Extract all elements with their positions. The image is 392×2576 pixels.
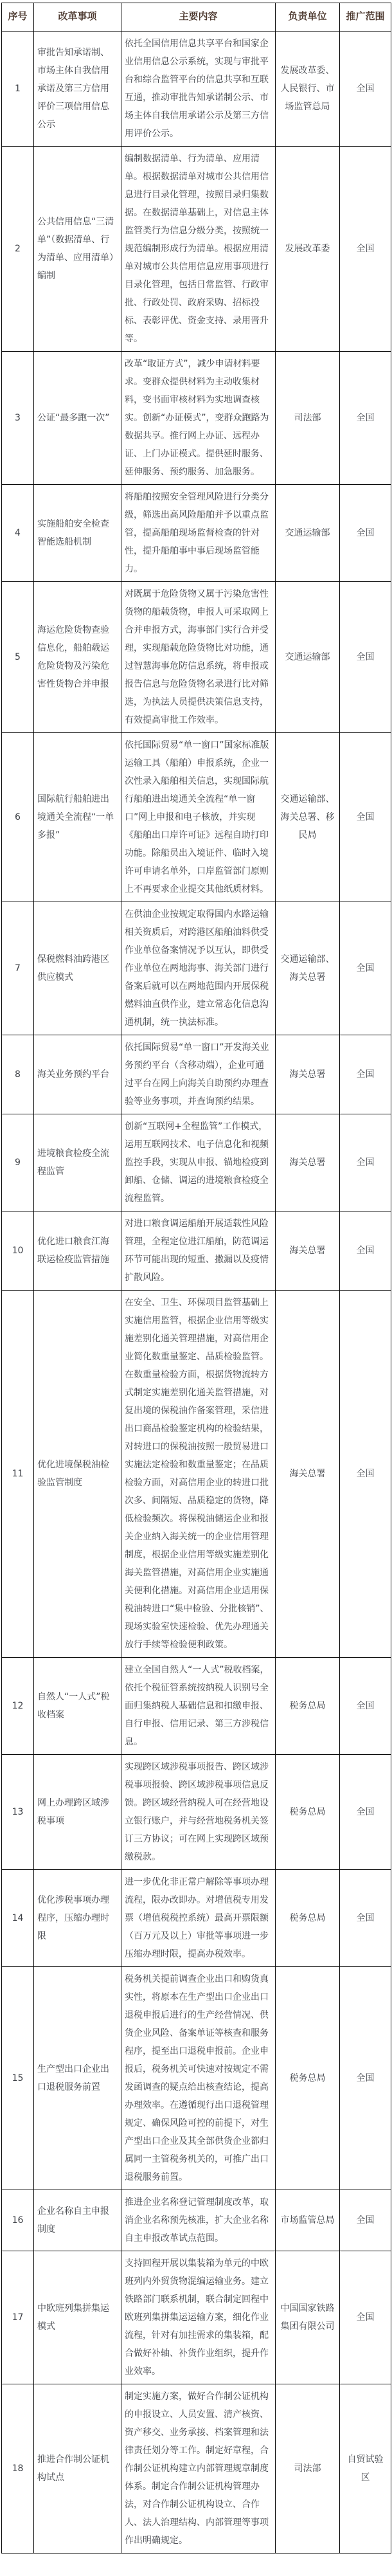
table-row (2, 902, 391, 1035)
main-content-cell: 依托国际贸易“单一窗口”开发海关业务预约平台（含移动端），企业可通过平台在网上向海关自助预约办理查验等业务事项，并查询预约结果。 (121, 1035, 276, 1114)
responsible-unit-cell: 税务总局 (276, 1658, 340, 1755)
reform-item-cell: 审批告知承诺制、市场主体自我信用承诺及第三方信用评价三项信用信息公示 (34, 32, 121, 147)
responsible-unit-cell: 交通运输部、海关总署 (276, 902, 340, 1035)
row-number-cell: 6 (2, 733, 34, 902)
table-row (2, 1967, 391, 2190)
column-header-scope: 推广范围 (340, 3, 391, 32)
main-content-cell: 对进口粮食调运船舶开展适载性风险管理，全程定位进江船舶，防范调运环节可能出现的短重、撒漏以及疫情扩散风险。 (121, 1211, 276, 1291)
responsible-unit-cell: 司法部 (276, 352, 340, 485)
column-header-number: 序号 (2, 3, 34, 32)
responsible-unit-cell: 中国国家铁路集团有限公司 (276, 2251, 340, 2384)
scope-cell: 全国 (340, 1870, 391, 1967)
table-header-row (2, 3, 391, 32)
main-content-cell: 推进企业名称登记管理制度改革，取消企业名称预先核准，扩大企业名称自主申报改革试点范围。 (121, 2190, 276, 2251)
row-number-cell: 9 (2, 1114, 34, 1211)
row-number-cell: 1 (2, 32, 34, 147)
main-content-cell: 依托全国信用信息共享平台和国家企业信用信息公示系统，实现与审批平台和综合监管平台的信息共享和互联互通，推动审批告知承诺制公示、市场主体自我信用承诺公示及第三方信用评价公示。 (121, 32, 276, 147)
reform-item-cell: 优化进口粮食江海联运检疫监管措施 (34, 1211, 121, 1291)
reform-item-cell: 中欧班列集拼集运模式 (34, 2251, 121, 2384)
scope-cell: 全国 (340, 582, 391, 733)
column-header-responsible-unit: 负责单位 (276, 3, 340, 32)
main-content-cell: 制定实施方案，做好合作制公证机构的申报设立、人员安置、清产核资、资产移交、业务承接、档案管理和法律责任划分等工作。制定好章程，合作制公证机构建立内部管理规章制度体系。制定合作制公证机构管理办法，对合作制公证机构设立、合作人、法人治理结构、内部管理等事项作出明确规定。 (121, 2384, 276, 2553)
main-content-cell: 支持回程开展以集装箱为单元的中欧班列内外贸货物混编运输业务。建立铁路部门联系机制，联合制定回程中欧班列集拼集运运输方案，细化作业流程，针对有加挂需求的集装箱，配合做好补轴、补货作业组织，提升作业效率。 (121, 2251, 276, 2384)
table-row (2, 2251, 391, 2384)
reform-item-cell: 进境粮食检疫全流程监管 (34, 1114, 121, 1211)
scope-cell: 全国 (340, 1035, 391, 1114)
reform-item-cell: 海运危险货物查验信息化，船舶载运危险货物及污染危害性货物合并申报 (34, 582, 121, 733)
main-content-cell: 依托国际贸易“单一窗口”国家标准版运输工具（船舶）申报系统，企业一次性录入船舶相关信息，实现国际航行船舶进出境通关全流程“单一窗口”网上申报和电子核放，并实现《船舶出口岸许可证》远程自助打印功能。除船员出入境证件、临时入境许可申请名单外，口岸监管部门原则上不再要求企业提交其他纸质材料。 (121, 733, 276, 902)
reform-item-cell: 网上办理跨区域涉税事项 (34, 1755, 121, 1870)
scope-cell: 全国 (340, 1658, 391, 1755)
responsible-unit-cell: 发展改革委 (276, 147, 340, 352)
row-number-cell: 12 (2, 1658, 34, 1755)
table-row (2, 1755, 391, 1870)
scope-cell: 全国 (340, 733, 391, 902)
reform-item-cell: 自然人“一人式”税收档案 (34, 1658, 121, 1755)
table-row (2, 32, 391, 147)
table-row (2, 1114, 391, 1211)
main-content-cell: 对既属于危险货物又属于污染危害性货物的船载货物，申报人可采取网上合并申报方式，海事部门实行合并受理，实现船载危险货物比对功能，通过智慧海事危防信息系统，将申报或报告信息与危险货物名录进行比对筛选，为执法人员提供决策信息支持，有效提高审批工作效率。 (121, 582, 276, 733)
main-content-cell: 创新“互联网+全程监管”工作模式，运用互联网技术、电子信息化和视频监控手段，实现从申报、锚地检疫到卸船、仓储、调运的进境粮食检疫全流程监管。 (121, 1114, 276, 1211)
scope-cell: 全国 (340, 1291, 391, 1658)
main-content-cell: 进一步优化非正常户解除等事项办理流程，限办改即办。对增值税专用发票（增值税税控系统）最高开票限额（百万元及以上）审批等事项进一步压缩办理时限，提高办税效率。 (121, 1870, 276, 1967)
row-number-cell: 14 (2, 1870, 34, 1967)
reform-item-cell: 优化进境保税油检验监管制度 (34, 1291, 121, 1658)
scope-cell: 全国 (340, 1967, 391, 2190)
main-content-cell: 建立全国自然人“一人式”税收档案，依托个税征管系统按纳税人识别号全面归集纳税人基础信息和扣缴申报、自行申报、信用记录、第三方涉税信息。 (121, 1658, 276, 1755)
row-number-cell: 13 (2, 1755, 34, 1870)
reform-item-cell: 公共信用信息“三清单”（数据清单、行为清单、应用清单）编制 (34, 147, 121, 352)
responsible-unit-cell: 海关总署 (276, 1114, 340, 1211)
scope-cell: 全国 (340, 2190, 391, 2251)
row-number-cell: 7 (2, 902, 34, 1035)
main-content-cell: 编制数据清单、行为清单、应用清单。根据数据清单对城市公共信用信息进行目录化管理，按照目录归集数据。在数据清单基础上，对信息主体监管类行为信息分级分类，按照统一规范编制形成行为清单。根据应用清单对城市公共信用信息应用事项进行目录化管理，包括日常监管、行政审批、行政处罚、政府采购、招标投标、表彰评优、资金支持、录用晋升等。 (121, 147, 276, 352)
scope-cell: 全国 (340, 2251, 391, 2384)
row-number-cell: 18 (2, 2384, 34, 2553)
scope-cell: 全国 (340, 1755, 391, 1870)
responsible-unit-cell: 交通运输部、海关总署、移民局 (276, 733, 340, 902)
responsible-unit-cell: 海关总署 (276, 1291, 340, 1658)
row-number-cell: 16 (2, 2190, 34, 2251)
table-row (2, 2384, 391, 2553)
table-row (2, 1870, 391, 1967)
scope-cell: 全国 (340, 352, 391, 485)
reform-item-cell: 推进合作制公证机构试点 (34, 2384, 121, 2553)
table-row (2, 1035, 391, 1114)
row-number-cell: 11 (2, 1291, 34, 1658)
reform-item-cell: 优化涉税事项办理程序，压缩办理时限 (34, 1870, 121, 1967)
responsible-unit-cell: 税务总局 (276, 1870, 340, 1967)
reform-item-cell: 公证“最多跑一次” (34, 352, 121, 485)
row-number-cell: 17 (2, 2251, 34, 2384)
scope-cell: 自贸试验区 (340, 2384, 391, 2553)
reform-item-cell: 实施船舶安全检查智能选船机制 (34, 485, 121, 582)
table-row (2, 733, 391, 902)
row-number-cell: 8 (2, 1035, 34, 1114)
main-content-cell: 在安全、卫生、环保项目监管基础上实施信用监管，根据企业信用等级实施差别化通关管理措施，对高信用企业简化数重量鉴定、品质检验监管。在数重量检验方面，根据货物流转方式制定实施差别化通关监管措施，对复出境的保税油作备案管理，采信进出口商品检验鉴定机构的检验结果，对转进口的保税油按照一般贸易进口实施法定检验和数重量鉴定；在品质检验方面，对高信用企业的转进口批次多、间隔短、品质稳定的货物，降低检验频次。将保税油储运企业和报关企业纳入海关统一的企业信用管理制度，根据企业信用等级实施差别化海关监管措施，对高信用企业实施通关便利化措施。对高信用企业适用保税油转进口“集中检验、分批核销”、现场实验室快速检验、优先办理通关放行手续等检验便利政策。 (121, 1291, 276, 1658)
table-row (2, 352, 391, 485)
main-content-cell: 实现跨区域涉税事项报告、跨区域涉税事项报验、跨区域涉税事项信息反馈。跨区域经营纳税人可在经营地设立银行账户，并与经营地税务机关签订三方协议；可在网上实现跨区域预缴税款。 (121, 1755, 276, 1870)
row-number-cell: 10 (2, 1211, 34, 1291)
responsible-unit-cell: 市场监管总局 (276, 2190, 340, 2251)
column-header-reform-item: 改革事项 (34, 3, 121, 32)
scope-cell: 全国 (340, 902, 391, 1035)
reform-items-table (1, 3, 391, 2553)
table-row (2, 147, 391, 352)
main-content-cell: 将船舶按照安全管理风险进行分类分级，筛选出高风险船舶并予以重点监管，提高船舶现场监督检查的针对性，提升船舶事中事后现场监管能力。 (121, 485, 276, 582)
reform-item-cell: 企业名称自主申报制度 (34, 2190, 121, 2251)
main-content-cell: 在供油企业按规定取得国内水路运输相关资质后，对跨港区船舶油料供受作业单位备案情况予以互认，即供受作业单位在两地海事、海关部门进行备案后就可以在两地范围内开展保税燃料油直供作业，建立常态化信息沟通机制，统一执法标准。 (121, 902, 276, 1035)
row-number-cell: 15 (2, 1967, 34, 2190)
row-number-cell: 2 (2, 147, 34, 352)
main-content-cell: 税务机关提前调查企业出口和购货真实性，将原本在生产型出口企业出口退税申报后进行的生产经营情况、供货企业风险、备案单证等核查和服务程序，提至出口退税申报前。企业申报后，税务机关可快速对按规定不需发函调查的疑点给出核查结论，提高办理效率。在遵循现行出口退税管理规定、确保风险可控的前提下，对生产型出口企业及其全部供货企业都归属同一主管税务机关的，可推广出口退税服务前置。 (121, 1967, 276, 2190)
reform-item-cell: 国际航行船舶进出境通关全流程“一单多报” (34, 733, 121, 902)
responsible-unit-cell: 税务总局 (276, 1967, 340, 2190)
responsible-unit-cell: 发展改革委、人民银行、市场监管总局 (276, 32, 340, 147)
table-row (2, 1211, 391, 1291)
scope-cell: 全国 (340, 1211, 391, 1291)
reform-item-cell: 保税燃料油跨港区供应模式 (34, 902, 121, 1035)
table-row (2, 1658, 391, 1755)
reform-item-cell: 海关业务预约平台 (34, 1035, 121, 1114)
responsible-unit-cell: 司法部 (276, 2384, 340, 2553)
scope-cell: 全国 (340, 485, 391, 582)
table-row (2, 485, 391, 582)
scope-cell: 全国 (340, 32, 391, 147)
row-number-cell: 5 (2, 582, 34, 733)
table-row (2, 2190, 391, 2251)
column-header-main-content: 主要内容 (121, 3, 276, 32)
scope-cell: 全国 (340, 147, 391, 352)
responsible-unit-cell: 海关总署 (276, 1035, 340, 1114)
row-number-cell: 4 (2, 485, 34, 582)
reform-item-cell: 生产型出口企业出口退税服务前置 (34, 1967, 121, 2190)
table-row (2, 1291, 391, 1658)
responsible-unit-cell: 税务总局 (276, 1755, 340, 1870)
responsible-unit-cell: 交通运输部 (276, 582, 340, 733)
row-number-cell: 3 (2, 352, 34, 485)
responsible-unit-cell: 交通运输部 (276, 485, 340, 582)
responsible-unit-cell: 海关总署 (276, 1211, 340, 1291)
scope-cell: 全国 (340, 1114, 391, 1211)
table-body (2, 32, 391, 2553)
table-row (2, 582, 391, 733)
main-content-cell: 改革“取证方式”，减少申请材料要求。变群众提供材料为主动收集材料，变书面审核材料为实地调查核实。创新“办证模式”，变群众跑路为数据共享。推行网上办证、远程办证、上门办证模式。提供延时服务、延伸服务、预约服务、加急服务。 (121, 352, 276, 485)
